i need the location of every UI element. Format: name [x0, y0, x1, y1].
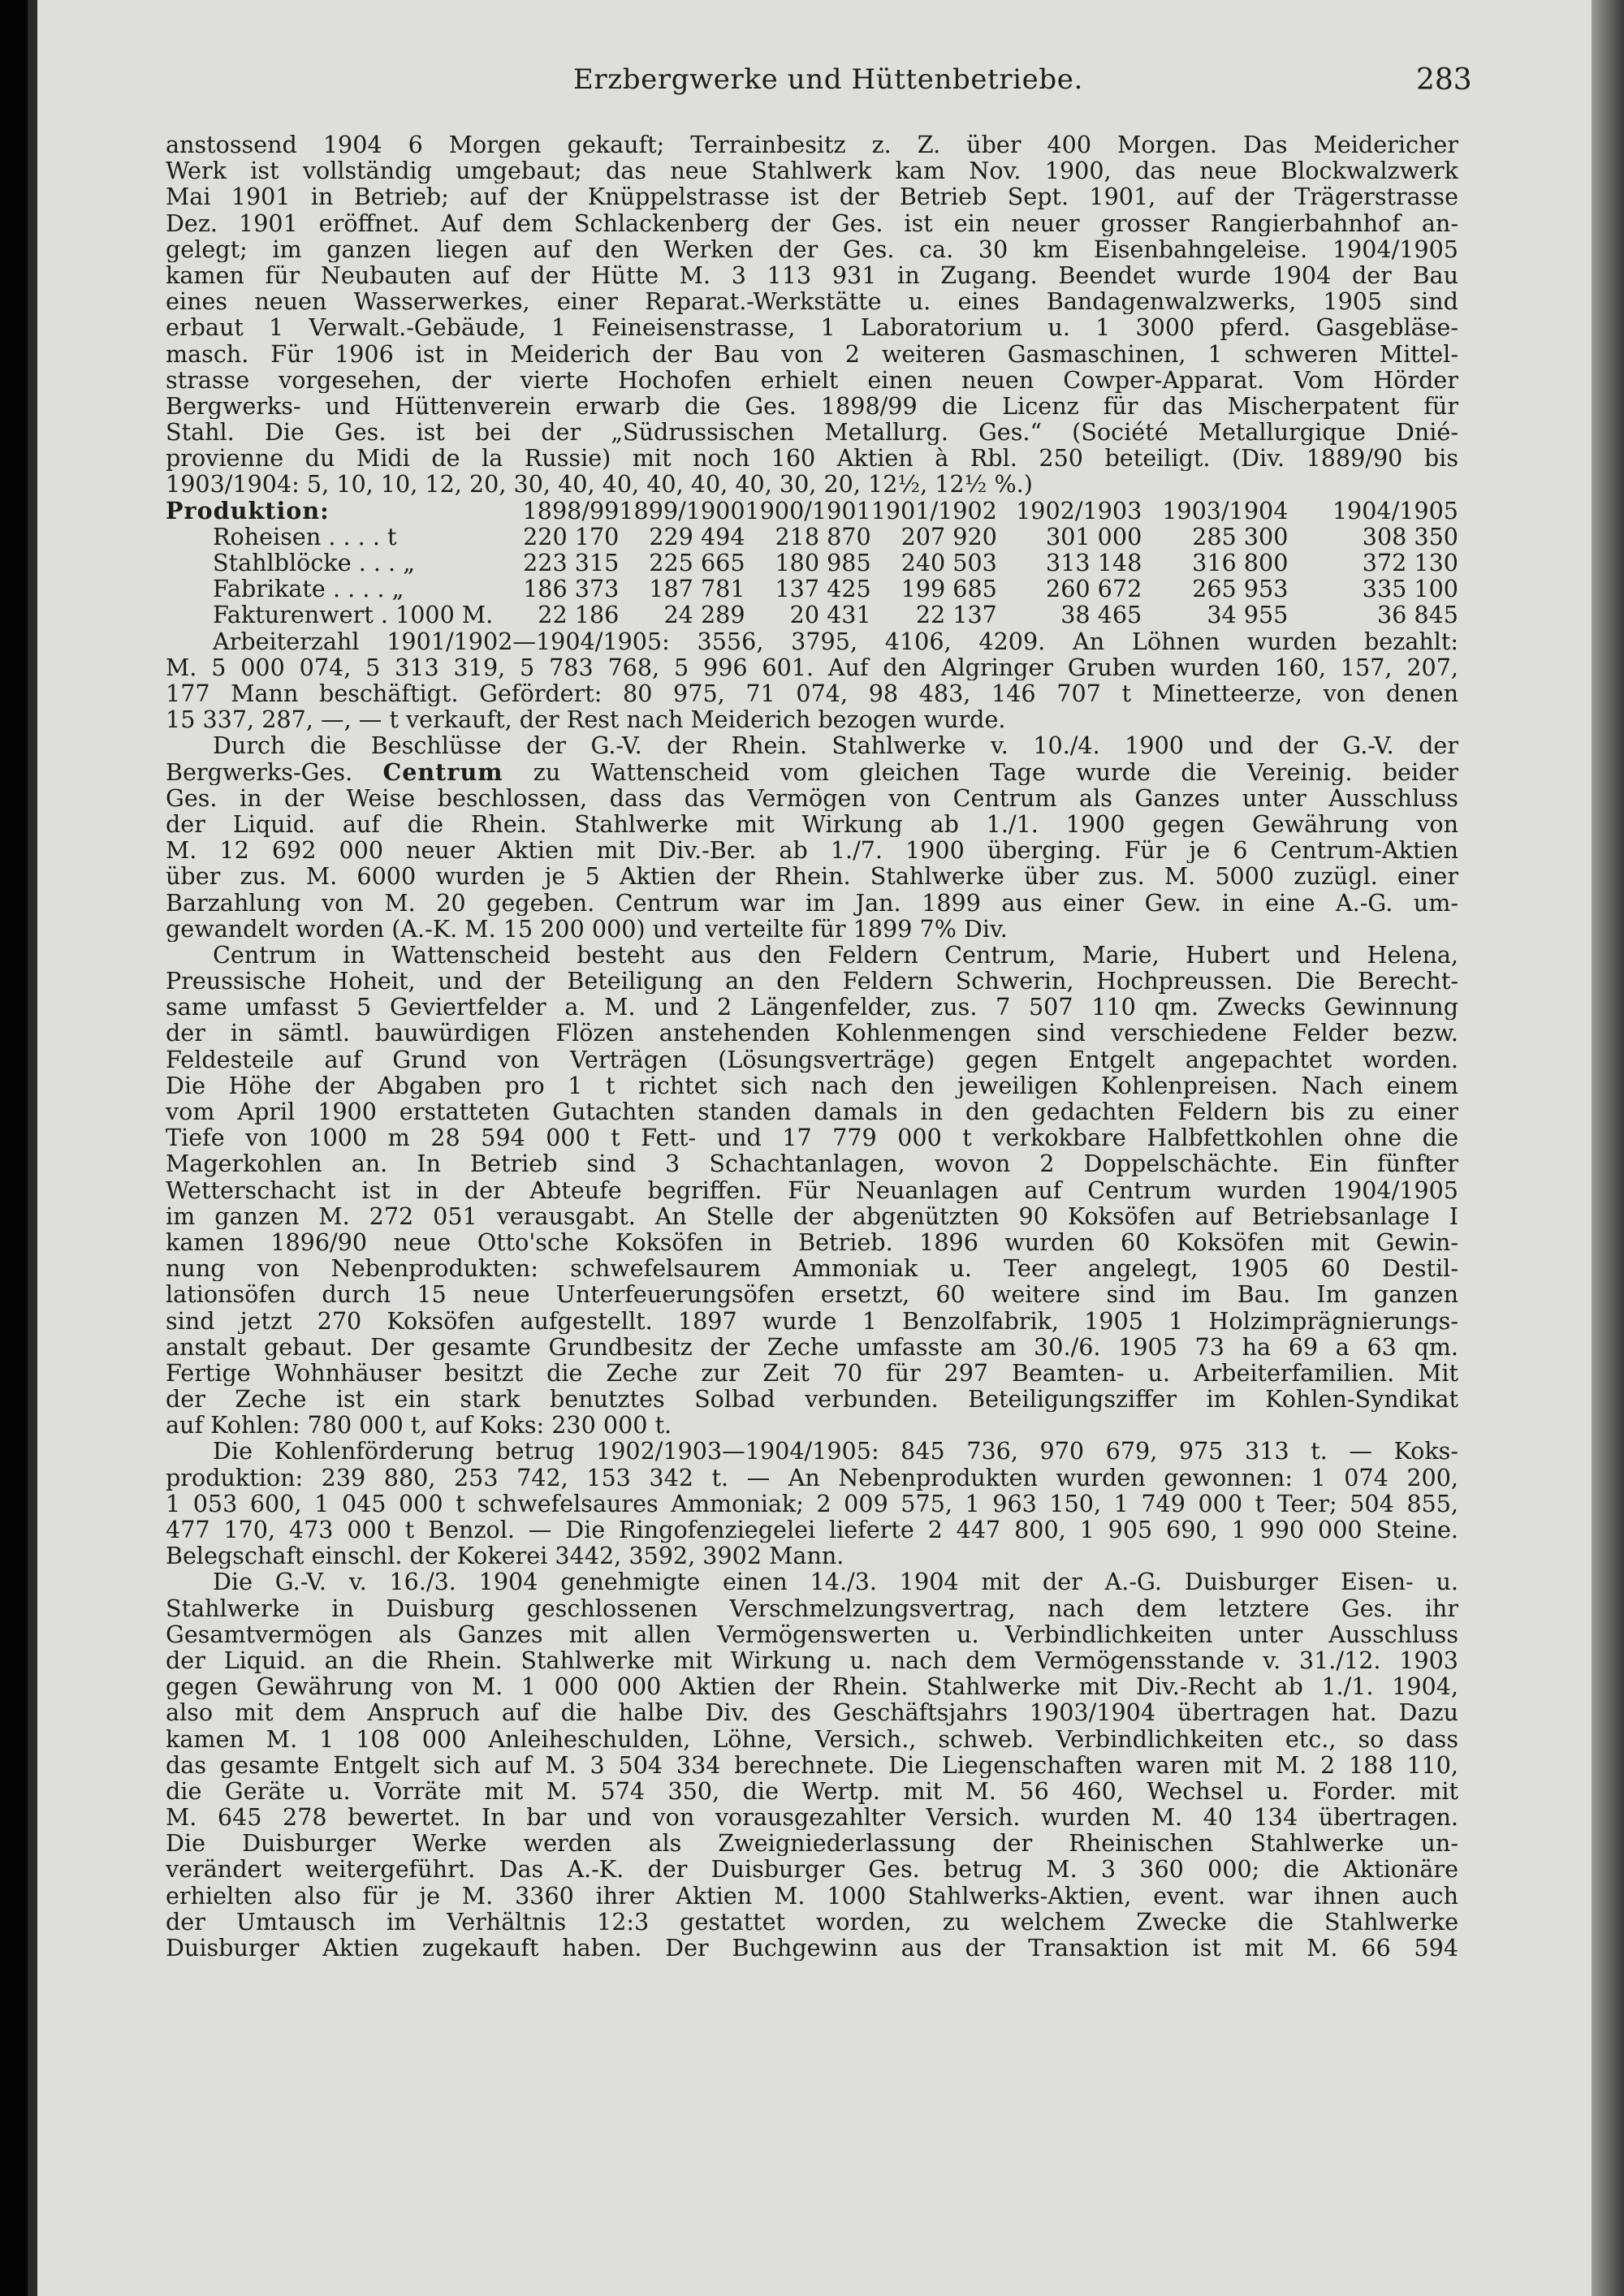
text-line: erbaut 1 Verwalt.-Gebäude, 1 Feineisenstrasse, 1 Laboratorium u. 1 3000 pferd. Gasgebläse- [166, 314, 1458, 341]
table-row [166, 602, 1458, 628]
running-head: Erzbergwerke und Hüttenbetriebe. [573, 63, 1083, 96]
table-cell: 34 955 [1207, 601, 1289, 629]
text-line: auf Kohlen: 780 000 t, auf Koks: 230 000 t. [166, 1412, 672, 1439]
year-header: 1899/1900 [619, 496, 745, 524]
table-cell: 225 665 [649, 549, 745, 577]
text-line: eines neuen Wasserwerkes, einer Reparat.-Werkstätte u. eines Bandagenwalzwerks, 1905 sind [166, 288, 1458, 315]
table-cell: 240 503 [901, 549, 997, 577]
text-line: also mit dem Anspruch auf die halbe Div. des Geschäftsjahrs 1903/1904 übertragen hat. Dazu [166, 1699, 1458, 1726]
text-line: gewandelt worden (A.-K. M. 15 200 000) und verteilte für 1899 7% Div. [166, 915, 1008, 942]
table-cell: 38 465 [1060, 601, 1142, 629]
production-table [166, 498, 1458, 628]
text-line: Die G.-V. v. 16./3. 1904 genehmigte einen 14./3. 1904 mit der A.-G. Duisburger Eisen- u. [213, 1569, 1458, 1595]
table-cell: 24 289 [663, 601, 745, 629]
table-cell: 137 425 [775, 575, 871, 603]
table-cell: 36 845 [1376, 601, 1458, 629]
text-line: Ges. in der Weise beschlossen, dass das Vermögen von Centrum als Ganzes unter Ausschluss [166, 784, 1458, 811]
text-line: Stahlwerke in Duisburg geschlossenen Verschmelzungsvertrag, nach dem letztere Ges. ihr [166, 1595, 1458, 1621]
table-cell: 207 920 [901, 522, 997, 550]
text-line: masch. Für 1906 ist in Meiderich der Bau von 2 weiteren Gasmaschinen, 1 schweren Mittel- [166, 340, 1458, 367]
text-line: Centrum in Wattenscheid besteht aus den Feldern Centrum, Marie, Hubert und Helena, [213, 941, 1458, 969]
table-cell: 180 985 [775, 549, 871, 577]
text-line: erhielten also für je M. 3360 ihrer Aktien M. 1000 Stahlwerks-Aktien, event. war ihnen auch [166, 1882, 1458, 1909]
text-line: 1 053 600, 1 045 000 t schwefelsaures Ammoniak; 2 009 575, 1 963 150, 1 749 000 t Teer; 504 855, [166, 1490, 1458, 1517]
year-header: 1904/1905 [1332, 496, 1458, 524]
text-line: kamen 1896/90 neue Otto'sche Koksöfen in Betrieb. 1896 wurden 60 Koksöfen mit Gewin- [166, 1228, 1458, 1256]
text-line: Dez. 1901 eröffnet. Auf dem Schlackenberg der Ges. ist ein neuer grosser Rangierbahnhof an- [166, 209, 1458, 236]
row-label: Stahlblöcke . . . „ [213, 549, 416, 577]
table-cell: 316 800 [1192, 549, 1289, 577]
text-line: lationsöfen durch 15 neue Unterfeuerungsöfen ersetzt, 60 weitere sind im Bau. Im ganzen [166, 1281, 1458, 1308]
company-name: Centrum [382, 758, 503, 785]
text-line: der Zeche ist ein stark benutztes Solbad verbunden. Beteiligungsziffer im Kohlen-Syndikat [166, 1386, 1458, 1413]
table-cell: 265 953 [1192, 575, 1289, 603]
text-line: Wetterschacht ist in der Abteufe begriffen. Für Neuanlagen auf Centrum wurden 1904/1905 [166, 1176, 1458, 1203]
text-line: die Geräte u. Vorräte mit M. 574 350, die Wertp. mit M. 56 460, Wechsel u. Forder. mit [166, 1777, 1458, 1805]
paragraph [166, 732, 1458, 942]
text-line: über zus. M. 6000 wurden je 5 Aktien der Rhein. Stahlwerke über zus. M. 5000 zuzügl. einer [166, 863, 1458, 890]
year-header: 1902/1903 [1016, 496, 1142, 524]
text-line: anstalt gebaut. Der gesamte Grundbesitz der Zeche umfasste am 30./6. 1905 73 ha 69 a 63 qm. [166, 1333, 1458, 1360]
table-cell: 223 315 [523, 549, 620, 577]
text-line: Mai 1901 in Betrieb; auf der Knüppelstrasse ist der Betrieb Sept. 1901, auf der Trägerstrasse [166, 183, 1458, 210]
text-line: Die Kohlenförderung betrug 1902/1903—1904/1905: 845 736, 970 679, 975 313 t. — Koks- [213, 1438, 1458, 1465]
text-line: das gesamte Entgelt sich auf M. 3 504 334 berechnete. Die Liegenschaften waren mit M. 2 188 110, [166, 1751, 1458, 1778]
table-cell: 335 100 [1362, 575, 1458, 603]
text-line: Bergwerks- und Hüttenverein erwarb die Ges. 1898/99 die Licenz für das Mischerpatent für [166, 392, 1458, 420]
text-line [166, 759, 1458, 785]
text-line: 177 Mann beschäftigt. Gefördert: 80 975, 71 074, 98 483, 146 707 t Minetteerze, von denen [166, 680, 1458, 707]
text-line: Feldesteile auf Grund von Verträgen (Lösungsverträge) gegen Entgelt angepachtet worden. [166, 1046, 1458, 1072]
table-cell: 218 870 [775, 522, 871, 550]
table-cell: 187 781 [649, 575, 745, 603]
table-cell: 313 148 [1046, 549, 1142, 577]
table-cell: 301 000 [1046, 522, 1142, 550]
text-line: provienne du Midi de la Russie) mit noch 160 Aktien à Rbl. 250 beteiligt. (Div. 1889/90 bis [166, 445, 1458, 472]
text-line: kamen für Neubauten auf der Hütte M. 3 113 931 in Zugang. Beendet wurde 1904 der Bau [166, 261, 1458, 289]
text-line: Tiefe von 1000 m 28 594 000 t Fett- und 17 779 000 t verkokbare Halbfettkohlen ohne die [166, 1124, 1458, 1151]
paragraph [166, 1569, 1458, 1961]
row-label: Fakturenwert . 1000 M. [213, 601, 494, 629]
text-line: der Umtausch im Verhältnis 12:3 gestattet worden, zu welchem Zwecke die Stahlwerke [166, 1908, 1458, 1936]
text-line: Werk ist vollständig umgebaut; das neue Stahlwerk kam Nov. 1900, das neue Blockwalzwerk [166, 158, 1458, 184]
paragraph [166, 628, 1458, 733]
text-span: Bergwerks-Ges. [166, 758, 353, 785]
text-line: same umfasst 5 Geviertfelder a. M. und 2 Längenfelder, zus. 7 507 110 qm. Zwecks Gewinnung [166, 994, 1458, 1021]
page-number: 283 [1416, 63, 1472, 97]
table-cell: 220 170 [523, 522, 620, 550]
text-line: M. 645 278 bewertet. In bar und von vorausgezahlter Versich. wurden M. 40 134 übertragen. [166, 1804, 1458, 1831]
text-line: M. 12 692 000 neuer Aktien mit Div.-Ber. ab 1./7. 1900 überging. Für je 6 Centrum-Aktien [166, 837, 1458, 864]
text-line: Magerkohlen an. In Betrieb sind 3 Schachtanlagen, wovon 2 Doppelschächte. Ein fünfter [166, 1150, 1458, 1177]
paragraph [166, 132, 1458, 498]
text-line: gelegt; im ganzen liegen auf den Werken der Ges. ca. 30 km Eisenbahngeleise. 1904/1905 [166, 235, 1458, 262]
year-header: 1898/99 [522, 496, 620, 524]
year-header: 1903/1904 [1162, 496, 1289, 524]
scan-edge-right [1592, 0, 1624, 2296]
text-line: strasse vorgesehen, der vierte Hochofen erhielt einen neuen Cowper-Apparat. Vom Hörder [166, 366, 1458, 393]
text-line: im ganzen M. 272 051 verausgabt. An Stelle der abgenützten 90 Koksöfen auf Betriebsanlage I [166, 1202, 1458, 1229]
text-line: M. 5 000 074, 5 313 319, 5 783 768, 5 996 601. Auf den Algringer Gruben wurden 160, 157, 207, [166, 654, 1458, 681]
text-line: Die Duisburger Werke werden als Zweigniederlassung der Rheinischen Stahlwerke un- [166, 1830, 1458, 1857]
text-line: der in sämtl. bauwürdigen Flözen anstehenden Kohlenmengen sind verschiedene Felder bezw. [166, 1020, 1458, 1047]
text-line: Preussische Hoheit, und der Beteiligung an den Feldern Schwerin, Hochpreussen. Die Berecht- [166, 968, 1458, 995]
table-cell: 260 672 [1046, 575, 1142, 603]
table-row [166, 576, 1458, 602]
text-line: produktion: 239 880, 253 742, 153 342 t. — An Nebenprodukten wurden gewonnen: 1 074 200, [166, 1464, 1458, 1491]
table-row [166, 550, 1458, 576]
text-line: 15 337, 287, —, — t verkauft, der Rest nach Meiderich bezogen wurde. [166, 706, 1006, 733]
table-header-row [166, 498, 1458, 524]
table-cell: 372 130 [1362, 549, 1458, 577]
text-line: Barzahlung von M. 20 gegeben. Centrum war im Jan. 1899 aus einer Gew. in eine A.-G. um- [166, 889, 1458, 916]
table-row [166, 524, 1458, 550]
year-header: 1901/1902 [870, 496, 997, 524]
text-line: Stahl. Die Ges. ist bei der „Südrussischen Metallurg. Ges.“ (Société Metallurgique Dnié- [166, 419, 1458, 446]
body-text [166, 132, 1458, 1961]
text-line: anstossend 1904 6 Morgen gekauft; Terrainbesitz z. Z. über 400 Morgen. Das Meidericher [166, 132, 1458, 158]
table-cell: 199 685 [901, 575, 997, 603]
row-label: Roheisen . . . . t [213, 522, 397, 550]
production-label: Produktion: [166, 496, 330, 524]
text-line: Arbeiterzahl 1901/1902—1904/1905: 3556, 3795, 4106, 4209. An Löhnen wurden bezahlt: [213, 628, 1458, 654]
text-line: 477 170, 473 000 t Benzol. — Die Ringofenziegelei lieferte 2 447 800, 1 905 690, 1 990 000 Steine. [166, 1517, 1458, 1543]
text-line: der Liquid. auf die Rhein. Stahlwerke mit Wirkung ab 1./1. 1900 gegen Gewährung von [166, 810, 1458, 838]
table-cell: 186 373 [523, 575, 620, 603]
table-cell: 229 494 [649, 522, 745, 550]
text-line: Gesamtvermögen als Ganzes mit allen Vermögenswerten u. Verbindlichkeiten unter Ausschluss [166, 1621, 1458, 1647]
text-line: Durch die Beschlüsse der G.-V. der Rhein. Stahlwerke v. 10./4. 1900 und der G.-V. der [213, 732, 1458, 759]
text-line: Die Höhe der Abgaben pro 1 t richtet sich nach den jeweiligen Kohlenpreisen. Nach einem [166, 1072, 1458, 1099]
table-cell: 308 350 [1362, 522, 1458, 550]
text-line: verändert weitergeführt. Das A.-K. der Duisburger Ges. betrug M. 3 360 000; die Aktionäre [166, 1856, 1458, 1883]
page [37, 0, 1592, 2296]
text-line: Fertige Wohnhäuser besitzt die Zeche zur Zeit 70 für 297 Beamten- u. Arbeiterfamilien. Mit [166, 1359, 1458, 1387]
scan-edge-shadow [28, 0, 37, 2296]
table-cell: 22 137 [915, 601, 997, 629]
text-line: 1903/1904: 5, 10, 10, 12, 20, 30, 40, 40, 40, 40, 40, 30, 20, 12½, 12½ %.) [166, 471, 1033, 498]
text-line: gegen Gewährung von M. 1 000 000 Aktien der Rhein. Stahlwerke mit Div.-Recht ab 1./1. 1904, [166, 1673, 1458, 1700]
table-cell: 22 186 [538, 601, 620, 629]
paragraph [166, 942, 1458, 1439]
text-line: kamen M. 1 108 000 Anleiheschulden, Löhne, Versich., schweb. Verbindlichkeiten etc., so dass [166, 1725, 1458, 1752]
text-line: nung von Nebenprodukten: schwefelsaurem Ammoniak u. Teer angelegt, 1905 60 Destil- [166, 1255, 1458, 1282]
scan-edge-left [0, 0, 28, 2296]
year-header: 1900/1901 [745, 496, 871, 524]
text-line: der Liquid. an die Rhein. Stahlwerke mit Wirkung u. nach dem Vermögensstande v. 31./12. 1903 [166, 1646, 1458, 1674]
paragraph [166, 1438, 1458, 1569]
page-header [37, 63, 1592, 104]
row-label: Fabrikate . . . . „ [213, 575, 404, 603]
table-cell: 20 431 [789, 601, 871, 629]
text-line: Belegschaft einschl. der Kokerei 3442, 3592, 3902 Mann. [166, 1543, 844, 1569]
text-span: zu Wattenscheid vom gleichen Tage wurde die Vereinig. beider [533, 758, 1458, 785]
text-line: vom April 1900 erstatteten Gutachten standen damals in den gedachten Feldern bis zu einer [166, 1098, 1458, 1125]
text-line: sind jetzt 270 Koksöfen aufgestellt. 1897 wurde 1 Benzolfabrik, 1905 1 Holzimprägnierungs- [166, 1307, 1458, 1334]
table-cell: 285 300 [1192, 522, 1289, 550]
text-line: Duisburger Aktien zugekauft haben. Der Buchgewinn aus der Transaktion ist mit M. 66 594 [166, 1935, 1458, 1962]
